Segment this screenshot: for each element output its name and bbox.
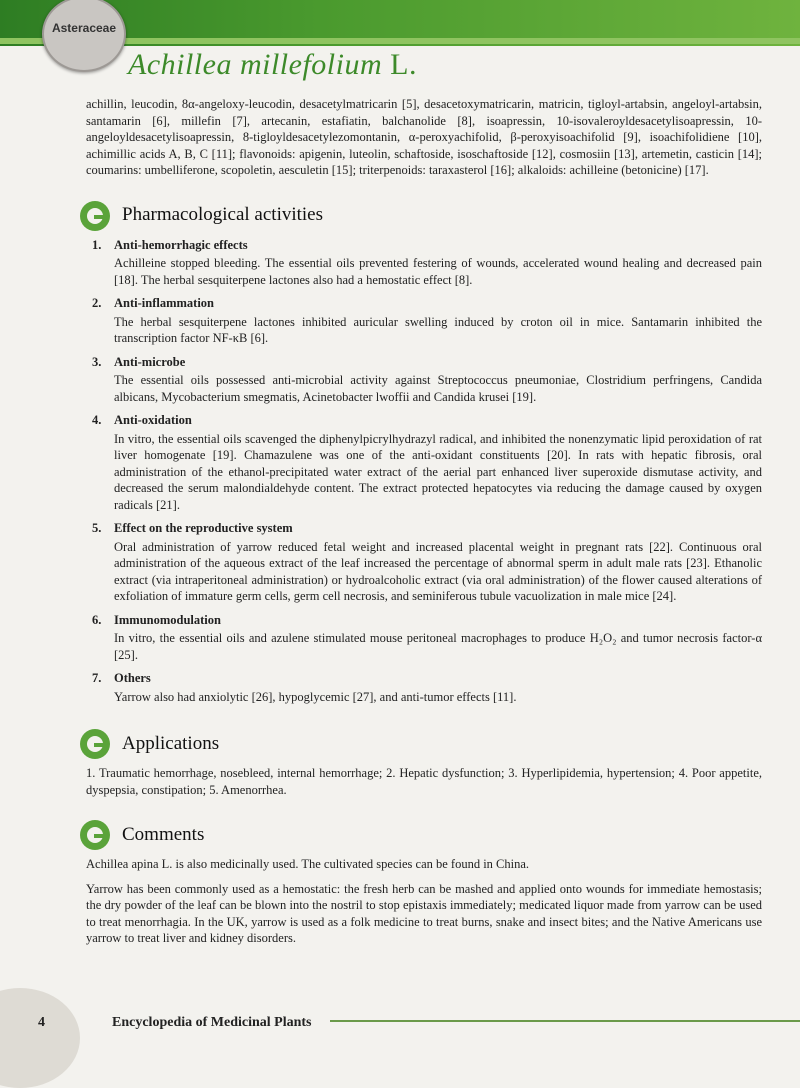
item-number: 4.	[92, 413, 102, 427]
species-author: L.	[390, 48, 417, 81]
footer-book-title: Encyclopedia of Medicinal Plants	[112, 1015, 312, 1030]
item-text: Achilleine stopped bleeding. The essential oils prevented festering of wounds, accelerated wound healing and decreased pain [18]. The herbal sesquiterpene lactones also had a hemostatic effect [8].	[114, 256, 762, 287]
item-title: Anti-hemorrhagic effects	[114, 237, 248, 252]
comments-section-title: Comments	[122, 823, 205, 845]
list-item	[86, 520, 762, 605]
list-item	[86, 412, 762, 513]
compounds-paragraph: achillin, leucodin, 8α-angeloxy-leucodin, desacetylmatricarin [5], desacetoxymatricarin, matricin, tigloyl-artabsin, angeloyl-artabsin, santamarin [6], millefin [7], artecanin, estafiatin, balchanolide [8], isoapressin, 10-isovaleroyldesacetylisoapressin, 10-angeloyldesacetylisoapressin, 8-tigloyldesacetylezomontanin, α-peroxyachifolid, β-peroxyisoachifolid [9], isoachifolidiene [10], achimillic acids A, B, C [11]; flavonoids: apigenin, luteolin, schaftoside, isoschaftoside [12], cosmosiin [13], artemetin, casticin [14]; coumarins: umbelliferone, scopoletin, aesculetin [15]; triterpenoids: taraxasterol [16]; alkaloids: achilleine (betonicine) [17].	[86, 97, 762, 177]
item-title: Others	[114, 671, 151, 685]
page-number: 4	[38, 1015, 45, 1030]
item-title: Effect on the reproductive system	[114, 521, 293, 535]
item-number: 2.	[92, 296, 102, 310]
section-bullet-icon	[80, 820, 110, 850]
item-text: The essential oils possessed anti-microbial activity against Streptococcus pneumoniae, Clostridium perfringens, Candida albicans, Mycobacterium smegmatis, Acinetobacter lwoffii and Candida krusei [19].	[114, 373, 762, 404]
item-number: 1.	[92, 237, 102, 252]
pharm-section-title: Pharmacological activities	[122, 204, 324, 226]
comments-paragraph-1: Achillea apina L. is also medicinally used. The cultivated species can be found in China.	[86, 857, 530, 871]
comments-paragraph-2: Yarrow has been commonly used as a hemostatic: the fresh herb can be mashed and applied onto wounds for immediate hemostasis; the dry powder of the leaf can be blown into the nostril to stop epistaxis immediately; medicated liquor made from yarrow can be used to treat menorrhagia. In the UK, yarrow is used as a folk medicine to treat burns, snake and insect bites; and the Native Americans use yarrow to treat liver and kidney disorders.	[86, 881, 762, 945]
item-text: In vitro, the essential oils scavenged the diphenylpicrylhydrazyl radical, and inhibited the nonenzymatic lipid peroxidation of rat liver homogenate [19]. Chamazulene was one of the anti-oxidant constituents [20]. In rats with hepatic fibrosis, oral administration of the ethanol-precipitated water extract of the aerial part enhanced liver superoxide dismutase activity, and decreased the serum malondialdehyde content. The extract protected hepatocytes via reducing the damage caused by oxygen radicals [21].	[114, 431, 762, 512]
item-title: Anti-inflammation	[114, 296, 214, 310]
item-title: Anti-microbe	[114, 354, 186, 369]
applications-section-header	[80, 727, 762, 761]
item-text: The herbal sesquiterpene lactones inhibited auricular swelling induced by croton oil in mice. Santamarin inhibited the transcription factor NF-κB [6].	[114, 314, 762, 345]
footer-rule	[330, 1020, 800, 1022]
section-bullet-icon	[80, 201, 110, 231]
list-item	[86, 670, 762, 705]
family-label: Asteraceae	[51, 21, 117, 35]
family-badge	[42, 0, 126, 72]
main-content	[86, 96, 762, 955]
list-item	[86, 237, 762, 289]
item-number: 6.	[92, 612, 102, 627]
pharm-list	[86, 237, 762, 706]
list-item	[86, 295, 762, 347]
item-title: Immunomodulation	[114, 612, 221, 627]
item-text: Yarrow also had anxiolytic [26], hypoglycemic [27], and anti-tumor effects [11].	[114, 689, 517, 704]
item-number: 7.	[92, 671, 102, 685]
comments-section-header	[80, 818, 762, 852]
item-title: Anti-oxidation	[114, 413, 192, 427]
species-name: Achillea millefolium	[128, 48, 383, 81]
list-item	[86, 354, 762, 406]
applications-section-title: Applications	[122, 732, 220, 754]
pharm-section-header	[80, 199, 762, 233]
item-number: 3.	[92, 354, 102, 369]
applications-text: 1. Traumatic hemorrhage, nosebleed, internal hemorrhage; 2. Hepatic dysfunction; 3. Hyperlipidemia, hypertension; 4. Poor appetite, dyspepsia, constipation; 5. Amenorrhea.	[86, 766, 762, 797]
item-number: 5.	[92, 521, 102, 535]
item-text: In vitro, the essential oils and azulene stimulated mouse peritoneal macrophages to produce H₂O₂ and tumor necrosis factor-α [25].	[114, 631, 762, 662]
item-text: Oral administration of yarrow reduced fetal weight and increased placental weight in pregnant rats [22]. Continuous oral administration of the aqueous extract of the leaf increased the percentage of abnormal sperm in adult male rats [23]. Ethanolic extract (via intraperitoneal administration) or hydroalcoholic extract (via oral administration) of the flower caused alterations of exfoliation of immature germ cells, germ cell necrosis, and seminiferous tubule vacuolization in male mice [24].	[114, 539, 762, 603]
list-item	[86, 612, 762, 664]
section-bullet-icon	[80, 729, 110, 759]
page-title	[128, 48, 417, 82]
footer-corner-decoration	[0, 988, 80, 1088]
